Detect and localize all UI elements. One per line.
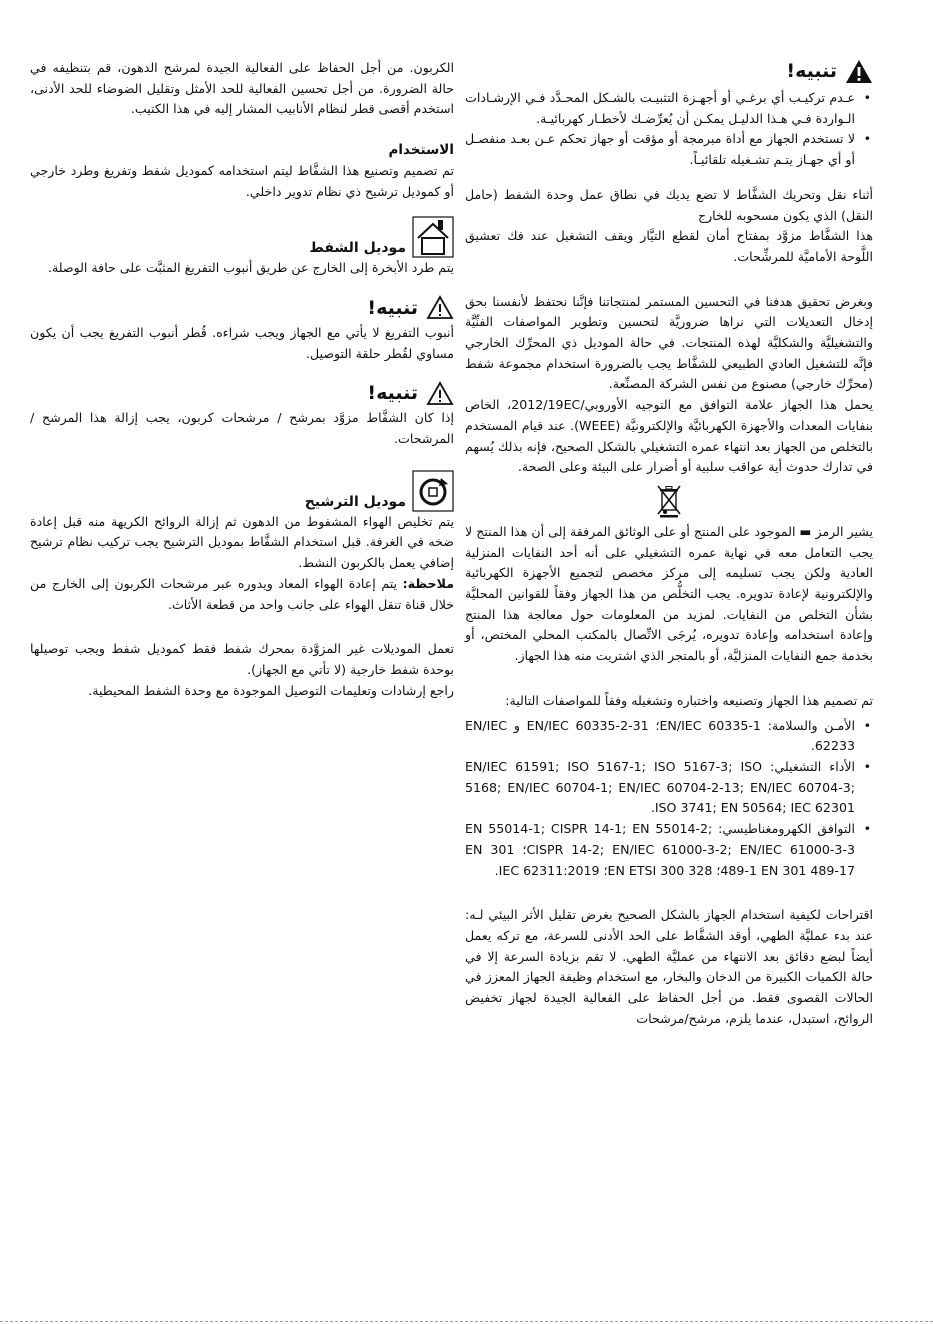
paragraph: هذا الشفَّاط مزوَّد بمفتاح أمان لقطع التيَّار ويقف التشغيل عند فك تعشيق اللَّوحة الأماميَّة للمرشِّحات. [465,228,873,264]
list-item: • التوافق الكهرومغناطيسي: EN 55014-1; CISPR 14-1; EN 55014-2; CISPR 14-2; EN/IEC 61000-3-2; EN/IEC 61000-3-3؛ EN 301 489-1 EN 301 489-17؛ EN ETSI 300 328؛ IEC 62311:2019. [465,819,855,881]
directive-suffix: EC [563,397,581,413]
note-label: ملاحظة: [402,575,454,591]
warning-triangle-icon [426,295,454,320]
recirculation-icon [412,470,454,512]
warning-heading [465,58,873,84]
crossed-bin-icon [656,484,682,518]
filter-mode-heading [30,470,454,512]
page-bottom-rule [0,1321,933,1322]
paragraph: أنبوب التفريغ لا يأتي مع الجهاز ويجب شراءه. قُطر أنبوب التفريغ يجب أن يكون مساوي لقُطر حلقة التوصيل. [30,324,454,361]
list-item: • لا تستخدم الجهاز مع أداة مبرمجة أو مؤقت أو جهاز تحكم عـن بعـد منفصـل أو أي جهـاز يتـم تشـغيله تلقائيـاً. [465,129,855,170]
suction-mode-heading [30,216,454,258]
right-column [465,58,873,1029]
list-item: • الأمـن والسلامة: EN/IEC 60335-1؛ EN/IEC 60335-2-31 و EN/IEC 62233. [465,716,855,757]
left-column [30,58,454,701]
paragraph: تم تصميم هذا الجهاز وتصنيعه واختباره وتشغيله وفقاً للمواصفات التالية: [505,692,873,708]
list-item: • الأداء التشغيلي: EN/IEC 61591; ISO 5167-1; ISO 5167-3; ISO 5168; EN/IEC 60704-1; EN/IEC 60704-2-13; EN/IEC 60704-3; ISO 3741; EN 50564; IEC 62301. [465,757,855,819]
paragraph: أثناء نقل وتحريك الشفَّاط لا تضع يديك في نطاق عمل وحدة الشفط (حامل النقل) الذي يكون مسحوبه للخارج [465,186,873,223]
warning-title: تنبيه! [367,382,418,405]
paragraph: يشير الرمز ▬ الموجود على المنتج أو على الوثائق المرفقة إلى أن هذا المنتج لا يجب التعامل معه في نهاية عمره التشغيلي على أنه أحد النفايات المنزلية العادية ولكن يجب تسليمه إلى مركز مخصص لتجميع الأجهزة الكهربائية والإلكترونية لإعادة تدويره. يجب التخلُّص من هذا الجهاز وفقاً للقوانين المحليَّة بشأن التخلص من النفايات. لمزيد من المعلومات حول معالجة هذا المنتج وإعادة استخدامه وإعادة تدويره، يُرجَى الاتِّصال بالمكتب المحلي المختص، أو بخدمة جمع النفايات المنزليَّة، أو بالمتجر الذي اشتريت منه هذا الجهاز. [465,523,873,664]
warning-title: تنبيه! [367,296,418,319]
note-paragraph [30,574,454,615]
paragraph: يتم تخليص الهواء المشفوط من الدهون ثم إزالة الروائح الكريهة منه قبل إعادة ضخه في الغرفة. قبل استخدام الشفَّاط بموديل الترشيح يجب تركيب نظام ترشيح إضافي يعمل بالكربون النشط. [30,513,454,571]
warning-heading [30,380,454,406]
paragraph: اقتراحات لكيفية استخدام الجهاز بالشكل الصحيح بغرض تقليل الأثر البيئي لـه: عند بدء عمليَّة الطهي، أوقد الشفَّاط على الحد الأدنى للسرعة، مع تركه يعمل أيضاً لبضع دقائق بعد الانتهاء من عمليَّة الطهي. لا تقم بزيادة السرعة إلا في حالة الكميات الكبيرة من الدخان والبخار، مع استخدام وظيفة الجهاز المعزز في الحالات القصوى فقط. من أجل الحفاظ على الفعالية الجيدة لجهاز تخفيض الروائح، استبدل، عندما يلزم، مرشح/مرشحات [465,907,873,1026]
filter-mode-label: موديل الترشيح [304,493,406,510]
warning-title: تنبيه! [786,60,837,82]
warning-heading [30,295,454,321]
paragraph: إذا كان الشفَّاط مزوَّد بمرشح / مرشحات كربون، يجب إزالة هذا المرشح / المرشحات. [30,410,454,447]
list-item: • عـدم تركيـب أي برغـي أو أجهـزة التثبيـت بالشـكل المحـدَّد فـي الإرشـادات الـواردة فـي هـذا الدليـل يمكـن أن يُعرِّضـك لأخطـار كهربائيـة. [465,88,855,129]
warning-triangle-icon [426,381,454,406]
paragraph: الكربون. من أجل الحفاظ على الفعالية الجيدة لمرشح الدهون، قم بتنظيفه في حالة الضرورة. من أجل تحسين الفعالية للحد الأمثل وتقليل الضوضاء للحد الأدنى، استخدم أقصى قطر لنظام الأنابيب المشار إليه في هذا الكتيب. [30,60,454,117]
suction-mode-label: موديل الشفط [309,240,406,257]
paragraph: راجع إرشادات وتعليمات التوصيل الموجودة مع وحدة الشفط المحيطية. [88,682,454,698]
standards-list [465,716,873,882]
section-heading: الاستخدام [388,142,454,159]
paragraph: تم تصميم وتصنيع هذا الشفَّاط ليتم استخدامه كموديل شفط وتفريغ وطرد خارجي أو كموديل ترشيح ذي نظام تدوير داخلي. [30,162,454,199]
note-text: يتم إعادة الهواء المعاد ويدوره عبر مرشحات الكربون إلى الخارج من خلال قناة تنقل الهواء على جانب واحد من قطعة الأثاث. [30,575,454,612]
weee-rest: ، الخاص بنفايات المعدات والأجهزة الكهربائيَّة والإلكترونيَّة (WEEE). عند قيام المستخدم بالتخلص من الجهاز بعد انتهاء عمره التشغيلي بالشكل الصحيح، فإنه بذلك يُسهم في تدارك حدوث أية عواقب سلبية أو أضرار على البيئة وعلى الصحة. [465,397,873,475]
weee-prefix: يحمل هذا الجهاز علامة التوافق مع التوجيه الأوروبي/ [580,397,873,413]
weee-paragraph [465,395,873,478]
warning-triangle-icon [845,59,873,84]
paragraph: تعمل الموديلات غير المزوَّدة بمحرك شفط فقط كموديل شفط ويجب توصيلها بوحدة شفط خارجية (لا تأتي مع الجهاز). [30,641,454,677]
paragraph: يتم طرد الأبخرة إلى الخارج عن طريق أنبوب التفريغ المثبَّت على حافة الوصلة. [47,260,454,276]
paragraph: وبغرض تحقيق هدفنا في التحسين المستمر لمنتجاتنا فإنَّنا نحتفظ لأنفسنا بحق إدخال التعديلات التي نراها ضروريَّة لتحسين وتطوير المواصفات الفنِّيَّة والتشغيليَّة والشكليَّة لهذه المنتجات. في حالة الموديل ذي المحرِّك الخارجي فإنَّه للتشغيل العادي الطبيعي للشفَّاط يجب بالضرورة استخدام مجموعة شفط (محرِّك خارجي) مصنوع من نفس الشركة المصنِّعة. [465,293,873,392]
house-exhaust-icon [412,216,454,258]
directive-code: 2012/19 [511,397,564,413]
warning-bullets [465,88,873,171]
